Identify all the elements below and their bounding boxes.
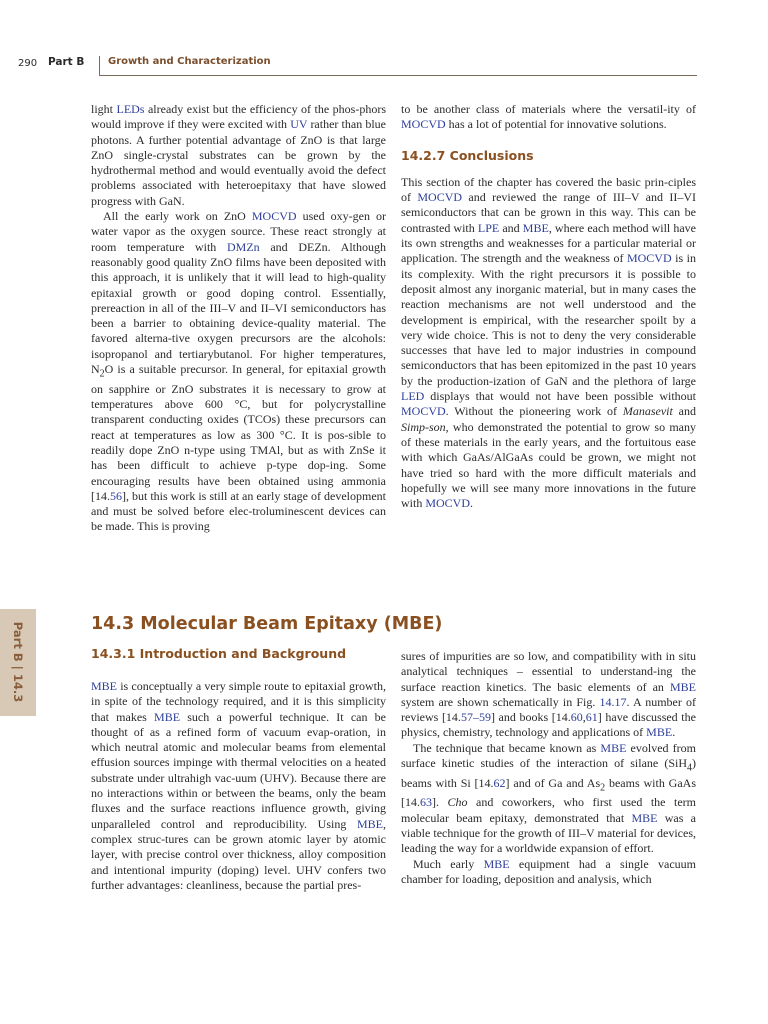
cross-reference-link[interactable]: UV	[290, 117, 308, 132]
text-run: and reviewed the range of III–V and II–VI semiconductors that can be grown in this way. This can be contrasted with	[401, 190, 697, 235]
running-header	[18, 56, 697, 76]
cross-reference-link[interactable]: MBE	[522, 220, 549, 235]
header-rule	[99, 75, 697, 76]
text-run: and	[499, 220, 523, 235]
text-run: evolved from surface kinetic studies of the interaction of silane (SiH	[401, 740, 696, 771]
text-run: displays that would not have been possible without	[424, 389, 696, 404]
paragraph	[401, 175, 696, 512]
subscript: 2	[600, 782, 606, 794]
cross-reference-link[interactable]: MBE	[631, 810, 658, 825]
cross-reference-link[interactable]: MOCVD	[401, 117, 446, 132]
cross-reference-link[interactable]: 57–59	[460, 710, 491, 725]
cross-reference-link[interactable]: MOCVD	[417, 190, 463, 205]
cross-reference-link[interactable]: MBE	[154, 709, 181, 724]
text-run: . Without the pioneering work of	[445, 404, 623, 419]
text-run: ] and of Ga and As	[505, 775, 601, 790]
text-run: ] have discussed the physics, chemistry, technology and applications of	[401, 710, 696, 740]
cross-reference-link[interactable]: MOCVD	[626, 251, 672, 266]
text-run: rather than blue photons. A further potential advantage of ZnO is that large ZnO single-crystal substrates can be grown by the hydrothermal method and would eventually avoid the defect problems associated with heteroepitaxy that have slowed progress with GaN.	[91, 117, 386, 208]
column-top-left	[91, 102, 386, 535]
page-number: 290	[18, 58, 38, 69]
italic-text: Manasevit	[622, 404, 673, 419]
cross-reference-link[interactable]: MBE	[356, 816, 383, 831]
cross-reference-link[interactable]: MBE	[483, 856, 510, 871]
column-bottom-right	[401, 649, 696, 887]
text-run: used oxy-gen or water vapor as the oxygen source. These react strongly at room temperature with	[91, 209, 386, 254]
text-run: ] and books [14.	[490, 710, 571, 725]
cross-reference-link[interactable]: 63	[420, 795, 432, 810]
cross-reference-link[interactable]: LED	[401, 389, 425, 404]
cross-reference-link[interactable]: LEDs	[116, 102, 145, 116]
cross-reference-link[interactable]: MBE	[646, 725, 673, 740]
text-run: beams with GaAs [14.	[401, 775, 696, 810]
text-run: system are shown schematically in Fig.	[401, 694, 600, 709]
text-run: The technique that became known as	[413, 740, 601, 755]
text-run: light	[91, 102, 117, 116]
paragraph	[401, 649, 696, 741]
cross-reference-link[interactable]: 62	[493, 775, 506, 790]
text-run: , where each method will have its own strengths and weaknesses for a particular material or application. The strength and the weakness of	[401, 220, 697, 266]
italic-text: Simp-son	[401, 419, 446, 434]
cross-reference-link[interactable]: MOCVD	[251, 209, 297, 224]
text-run: , who demonstrated the potential to grow so many of these materials in the early years, and the fortuitous ease with which GaAs/AlGaAs could be grown, we might not have tried so hard with the more difficult materials and hopefully we will see many more innovations in the future with	[401, 419, 696, 511]
cross-reference-link[interactable]: LPE	[477, 220, 500, 235]
text-run: to be another class of materials where the versatil-ity of	[401, 102, 696, 116]
cross-reference-link[interactable]: MBE	[600, 740, 627, 755]
text-run: and	[672, 404, 697, 419]
text-run: .	[672, 725, 676, 740]
cross-reference-link[interactable]: 60	[570, 710, 583, 725]
cross-reference-link[interactable]: MOCVD	[425, 496, 471, 511]
italic-text: Cho	[447, 795, 468, 810]
text-run: . A number of reviews [14.	[401, 694, 696, 725]
text-run: ,	[582, 710, 586, 725]
paragraph	[401, 102, 696, 133]
paragraph	[91, 679, 386, 893]
text-run: This section of the chapter has covered the basic prin-ciples of	[401, 174, 696, 205]
cross-reference-link[interactable]: MBE	[91, 679, 118, 693]
subscript: 2	[99, 368, 105, 380]
column-bottom-left	[91, 679, 386, 893]
text-run: ].	[432, 795, 448, 810]
paragraph	[91, 102, 386, 209]
side-tab	[0, 609, 36, 716]
paragraph	[401, 741, 696, 857]
text-run: .	[470, 496, 474, 511]
cross-reference-link[interactable]: DMZn	[226, 239, 260, 254]
part-title: Growth and Characterization	[108, 56, 271, 67]
text-run: sures of impurities are so low, and compatibility with in situ analytical techniques – essential to understand-ing the surface reaction kinetics. The basic elements of an	[401, 649, 696, 694]
text-run: ], but this work is still at an early stage of development and must be solved before elec-troluminescent devices can be made. This is proving	[91, 488, 386, 534]
text-run: O is a suitable precursor. In general, for epitaxial growth on sapphire or ZnO substrates it is necessary to grow at temperatures above 600 °C, but for polycrystalline transparent conducting oxides (TCOs) these precursors can react at temperatures as low as 300 °C. It is pos-sible to readily dope ZnO n-type using TMAl, but as with ZnSe it has been difficult to achieve p-type dop-ing. Some encouraging results have been obtained using ammonia [14.	[91, 362, 386, 503]
cross-reference-link[interactable]: 56	[110, 488, 122, 503]
text-run: is conceptually a very simple route to epitaxial growth, in spite of the technology required, and it is this simplicity that makes	[91, 679, 386, 724]
part-label: Part B	[48, 56, 85, 68]
cross-reference-link[interactable]: 61	[585, 710, 598, 725]
paragraph	[401, 857, 696, 888]
text-run: All the early work on ZnO	[103, 209, 252, 224]
cross-reference-link[interactable]: MOCVD	[401, 404, 446, 419]
text-run: was a viable technique for the growth of III–V material for devices, leading the way for a worldwide expansion of effort.	[401, 810, 696, 856]
text-run: , complex struc-tures can be grown atomic layer by atomic layer, with precise control over thickness, alloy composition and intentional impurity (doping) level. UHV confers two further advantages: cleanliness, because the partial pres-	[91, 816, 386, 892]
text-run: such a powerful technique. It can be thought of as a refined form of vacuum evap-oration, in which neutral atomic and molecular beams from elemental effusion sources impinge with thermal velocities on a heated substrate under ultrahigh vac-uum (UHV). Because there are no interactions within or between the beams, only the beam fluxes and the surface reactions influence growth, giving unparalleled control and reproducibility. Using	[91, 709, 386, 831]
text-run: equipment had a single vacuum chamber for loading, deposition and analysis, which	[401, 856, 696, 886]
text-run: has a lot of potential for innovative solutions.	[445, 117, 667, 132]
text-run: ) beams with Si [14.	[401, 756, 696, 790]
subsection-heading: 14.3.1 Introduction and Background	[91, 646, 347, 661]
header-divider	[99, 56, 100, 75]
paragraph	[91, 209, 386, 535]
section-heading: 14.3 Molecular Beam Epitaxy (MBE)	[91, 614, 443, 634]
text-run: Much early	[413, 856, 484, 871]
cross-reference-link[interactable]: 14.17	[599, 694, 627, 709]
text-run: and DEZn. Although reasonably good quality ZnO films have been deposited with this approach, it is unlikely that it will lead to high-quality epitaxial growth or good doping control. Essentially, prereaction in all of the III–V and II–VI semiconductors has been a barrier to obtaining device-quality material. The favored alterna-tive oxygen precursors are the alcohols: isopropanol and tertiarybutanol. For higher temperatures, N	[91, 239, 386, 377]
subsection-heading-conclusions: 14.2.7 Conclusions	[401, 147, 534, 163]
text-run: and coworkers, who first used the term molecular beam epitaxy, demonstrated that	[401, 795, 696, 825]
cross-reference-link[interactable]: MBE	[669, 679, 696, 694]
text-run: already exist but the efficiency of the phos-phors would improve if they were excited with	[91, 102, 386, 132]
text-run: is in its complexity. With the right precursors it is possible to deposit almost any inorganic material, but in many cases the reaction mechanisms are not well understood and the development is empirical, with the researcher spoilt by a very wide choice. This is not to deny the very considerable successes that have led to major industries in compound semiconductors that has been epitomized in the past 10 years by the production-ization of GaN and the plethora of large	[401, 251, 696, 388]
subscript: 4	[687, 762, 692, 774]
column-top-right	[401, 102, 696, 511]
side-tab-label: Part B | 14.3	[11, 621, 25, 703]
